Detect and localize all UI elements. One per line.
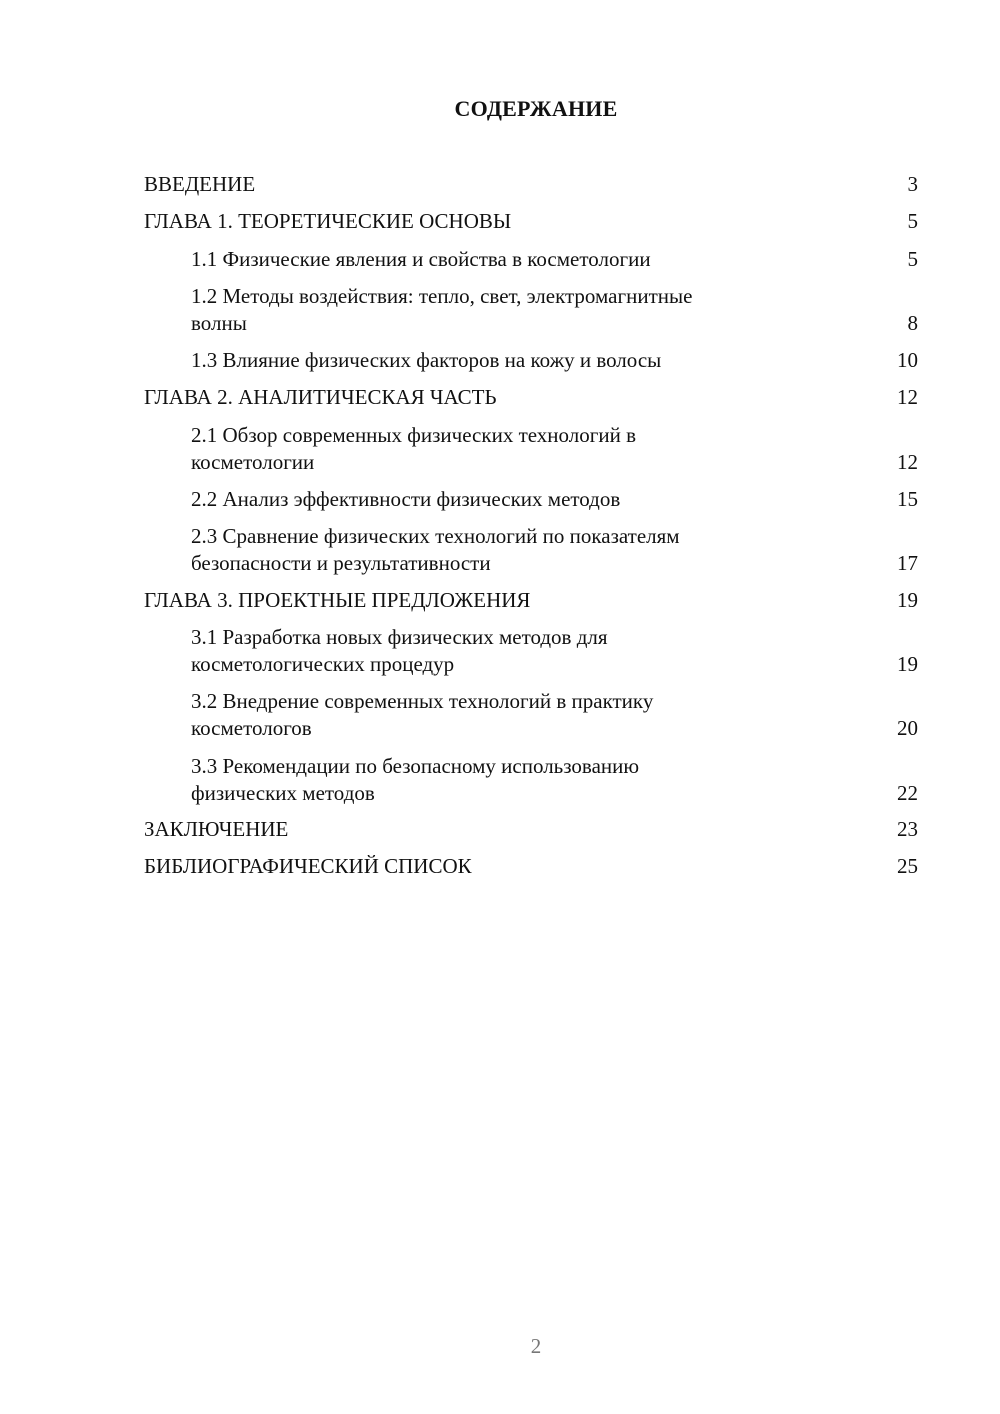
toc-entry-label: ЗАКЛЮЧЕНИЕ bbox=[144, 817, 289, 841]
toc-entry-page: 19 bbox=[897, 652, 918, 676]
toc-entry-label: 3.3 Рекомендации по безопасному использованию физических методов bbox=[191, 754, 640, 805]
toc-entry-label: 2.3 Сравнение физических технологий по показателям безопасности и результативности bbox=[191, 524, 680, 575]
toc-entry-page: 8 bbox=[907, 311, 918, 335]
toc-entry-page: 5 bbox=[907, 247, 918, 271]
toc-entry-label: ГЛАВА 3. ПРОЕКТНЫЕ ПРЕДЛОЖЕНИЯ bbox=[144, 588, 531, 612]
toc-entry-label: 2.1 Обзор современных физических технологий в косметологии bbox=[191, 423, 636, 474]
toc-entry-label: 3.1 Разработка новых физических методов для косметологических процедур bbox=[191, 625, 608, 676]
toc-entry-page: 12 bbox=[897, 450, 918, 474]
toc-entry-page: 17 bbox=[897, 551, 918, 575]
toc-entry-page: 12 bbox=[897, 385, 918, 409]
toc-entry-page: 3 bbox=[907, 172, 918, 196]
toc-entry-label: 1.3 Влияние физических факторов на кожу и волосы bbox=[191, 348, 662, 372]
toc-entry-page: 10 bbox=[897, 348, 918, 372]
toc-entry-page: 23 bbox=[897, 817, 918, 841]
toc-entry-label: ГЛАВА 2. АНАЛИТИЧЕСКАЯ ЧАСТЬ bbox=[144, 385, 497, 409]
toc-entry-page: 15 bbox=[897, 487, 918, 511]
toc-entry-page: 25 bbox=[897, 854, 918, 878]
toc-entry-label: БИБЛИОГРАФИЧЕСКИЙ СПИСОК bbox=[144, 854, 472, 878]
toc-entry-label: 1.2 Методы воздействия: тепло, свет, электромагнитные волны bbox=[191, 284, 693, 335]
toc-entry-page: 5 bbox=[907, 209, 918, 233]
page-number: 2 bbox=[530, 1334, 542, 1358]
page-title: СОДЕРЖАНИЕ bbox=[454, 96, 618, 121]
toc-entry-label: 2.2 Анализ эффективности физических методов bbox=[191, 487, 621, 511]
toc-entry-label: 3.2 Внедрение современных технологий в практику косметологов bbox=[191, 689, 654, 740]
toc-entry-label: ГЛАВА 1. ТЕОРЕТИЧЕСКИЕ ОСНОВЫ bbox=[144, 209, 512, 233]
toc-entry-label: ВВЕДЕНИЕ bbox=[144, 172, 256, 196]
toc-entry-label: 1.1 Физические явления и свойства в косметологии bbox=[191, 247, 651, 271]
toc-entry-page: 19 bbox=[897, 588, 918, 612]
toc-entry-page: 22 bbox=[897, 781, 918, 805]
toc-entry-page: 20 bbox=[897, 716, 918, 740]
